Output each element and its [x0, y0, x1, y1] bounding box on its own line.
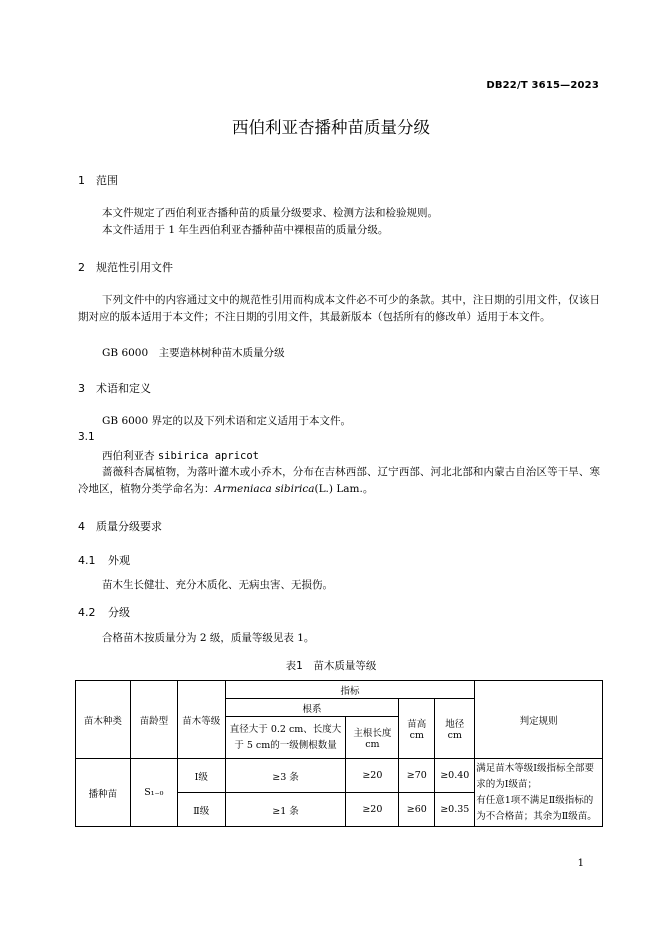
document-title: 西伯利亚杏播种苗质量分级 [232, 118, 430, 137]
term-entry [102, 448, 259, 463]
term-chinese: 西伯利亚杏 [102, 450, 155, 462]
cell-diameter: ≥0.35 [435, 793, 475, 827]
section-4-heading [78, 518, 162, 534]
cell-height: ≥70 [399, 759, 435, 793]
section-number: 4.1 [78, 554, 96, 567]
cell-lateral: ≥1 条 [225, 793, 346, 827]
paragraph: 本文件规定了西伯利亚杏播种苗的质量分级要求、检测方法和检验规则。 [102, 207, 438, 219]
term-definition [78, 464, 600, 497]
header-diameter-label: 地径 [445, 719, 465, 730]
header-species: 苗木种类 [76, 681, 131, 759]
section-number: 4 [78, 520, 85, 533]
header-diameter-unit: cm [447, 730, 462, 741]
page-number: 1 [577, 858, 584, 869]
section-title: 分级 [108, 606, 130, 619]
header-diameter [435, 699, 475, 759]
header-main-root-label: 主根长度 [353, 728, 392, 739]
section-title: 范围 [96, 174, 118, 187]
quality-grade-table [75, 680, 603, 827]
definition-text: 蔷薇科杏属植物，为落叶灌木或小乔木，分布在吉林西部、辽宁西部、河北北部和内蒙古自治区等干旱、寒冷地区，植物分类学命名为： [78, 466, 600, 495]
cell-main-root: ≥20 [346, 793, 399, 827]
section-number: 4.2 [78, 606, 96, 619]
cell-height: ≥60 [399, 793, 435, 827]
cell-grade: Ⅱ级 [177, 793, 225, 827]
header-height [399, 699, 435, 759]
cell-age: S₁₋₀ [130, 759, 177, 827]
paragraph: GB 6000 界定的以及下列术语和定义适用于本文件。 [102, 415, 351, 427]
header-lateral-roots: 直径大于 0.2 cm、长度大于 5 cm的一级侧根数量 [225, 717, 346, 759]
cell-diameter: ≥0.40 [435, 759, 475, 793]
section-4-1-heading [78, 552, 130, 568]
section-title: 术语和定义 [96, 382, 151, 395]
paragraph: 下列文件中的内容通过文中的规范性引用而构成本文件必不可少的条款。其中，注日期的引用文件，仅该日期对应的版本适用于本文件；不注日期的引用文件，其最新版本（包括所有的修改单）适用于本文件。 [78, 294, 600, 323]
term-number: 3.1 [78, 431, 95, 443]
header-indicator: 指标 [225, 681, 475, 699]
cell-lateral: ≥3 条 [225, 759, 346, 793]
section-title: 外观 [108, 554, 130, 567]
rule-grade-2: 有任意1项不满足Ⅱ级指标的为不合格苗；其余为Ⅱ级苗。 [476, 794, 597, 822]
definition-authority: (L.) Lam.。 [314, 482, 374, 495]
cell-rule [475, 759, 603, 827]
section-number: 3 [78, 382, 85, 395]
header-height-unit: cm [409, 730, 424, 741]
table-row [76, 759, 603, 793]
cell-grade: Ⅰ级 [177, 759, 225, 793]
term-english: sibirica apricot [157, 450, 259, 462]
section-1-heading [78, 172, 118, 188]
rule-grade-1: 满足苗木等级Ⅰ级指标全部要求的为Ⅰ级苗； [476, 762, 594, 790]
paragraph: 合格苗木按质量分为 2 级，质量等级见表 1。 [102, 632, 315, 644]
header-main-root [346, 717, 399, 759]
header-root: 根系 [225, 699, 399, 717]
cell-main-root: ≥20 [346, 759, 399, 793]
section-title: 质量分级要求 [96, 520, 162, 533]
section-number: 1 [78, 174, 85, 187]
header-grade: 苗木等级 [177, 681, 225, 759]
section-number: 2 [78, 261, 85, 274]
paragraph: 本文件适用于 1 年生西伯利亚杏播种苗中裸根苗的质量分级。 [102, 224, 389, 236]
cell-species: 播种苗 [76, 759, 131, 827]
scientific-name: Armeniaca sibirica [214, 482, 315, 495]
normative-reference: GB 6000 主要造林树种苗木质量分级 [102, 347, 285, 359]
section-2-heading [78, 259, 173, 275]
header-main-root-unit: cm [365, 739, 380, 750]
header-age: 苗龄型 [130, 681, 177, 759]
paragraph: 苗木生长健壮、充分木质化、无病虫害、无损伤。 [102, 579, 333, 591]
section-title: 规范性引用文件 [96, 261, 173, 274]
table-caption: 表1 苗木质量等级 [285, 660, 377, 672]
section-4-2-heading [78, 604, 130, 620]
document-number: DB22/T 3615—2023 [486, 80, 599, 91]
section-3-heading [78, 380, 151, 396]
header-rule: 判定规则 [475, 681, 603, 759]
header-height-label: 苗高 [407, 719, 427, 730]
